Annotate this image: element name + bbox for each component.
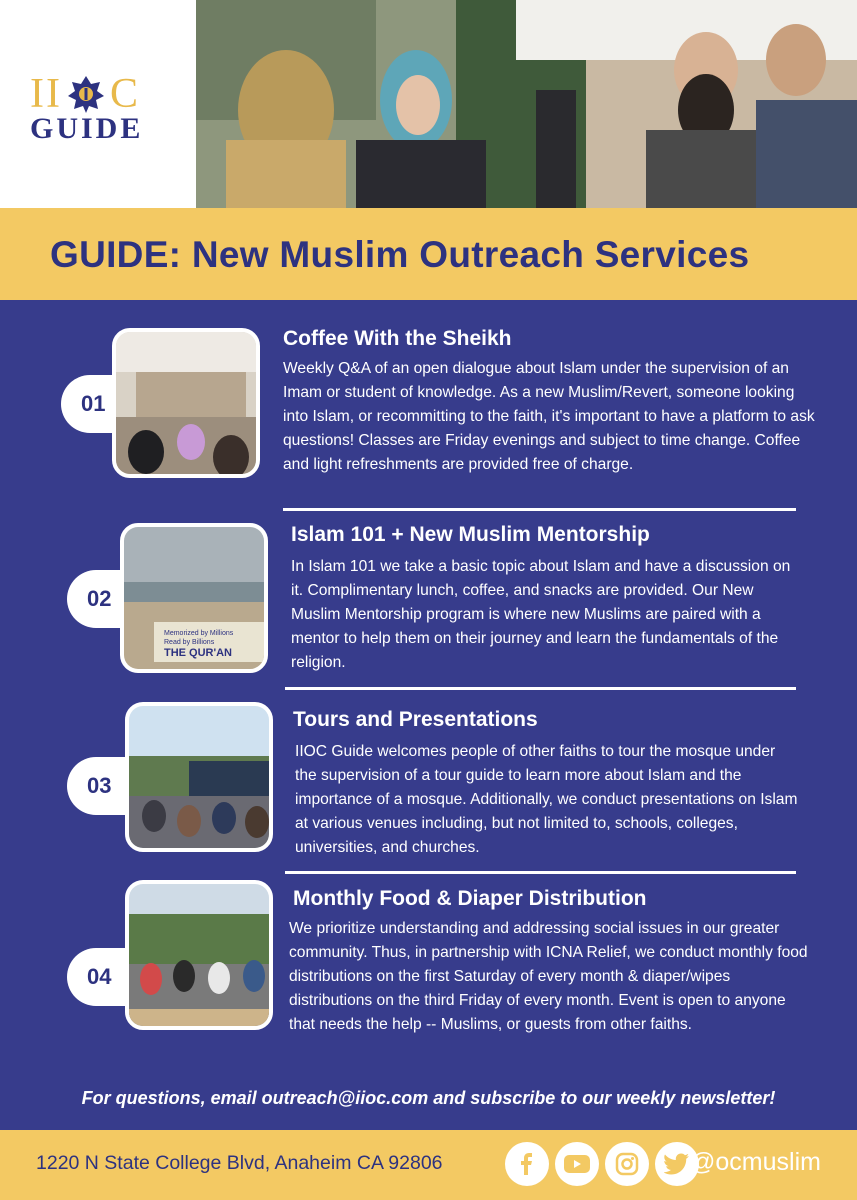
service-description: We prioritize understanding and addressing social issues in our greater community. Thus, in partnership with ICNA Relief, we conduct monthly food distributions on the first Saturday of every month & diaper/wipes distributions on the third Friday of every month. Event is open to anyone that needs the help -- Muslims, or guests from other faiths. [289, 920, 808, 1033]
service-photo-tour-group [125, 702, 273, 852]
facebook-icon[interactable] [505, 1142, 549, 1186]
service-number: 04 [87, 964, 112, 989]
divider [285, 687, 796, 690]
social-handle[interactable]: @ocmuslim [690, 1148, 821, 1176]
logo-wordmark: GUIDE [30, 112, 144, 145]
footer [0, 1130, 857, 1200]
service-title: Monthly Food & Diaper Distribution [293, 887, 647, 910]
header-photo-illustration [196, 0, 857, 208]
logo-letters-right: C [109, 71, 140, 117]
quran-banner-line3: THE QUR'AN [164, 647, 233, 659]
service-photo-volunteers [125, 880, 273, 1030]
service-number: 03 [87, 773, 112, 798]
service-description: IIOC Guide welcomes people of other faiths to tour the mosque under the supervision of a tour guide to learn more about Islam and the importance of a mosque. Additionally, we conduct presentations on Islam at various venues including, but not limited to, schools, colleges, universities, and churches. [295, 743, 798, 856]
divider [283, 508, 796, 511]
service-description: Weekly Q&A of an open dialogue about Islam under the supervision of an Imam or student of knowledge. As a new Muslim/Revert, someone looking into Islam, or recommitting to the faith, it's important to have a platform to ask questions! Classes are Friday evenings and subject to time change. Coffee and light refreshments are provided free of charge. [283, 360, 815, 473]
service-number: 02 [87, 586, 112, 611]
service-title: Islam 101 + New Muslim Mentorship [291, 523, 650, 546]
header-photo [196, 0, 857, 208]
social-links [505, 1142, 699, 1186]
page-title: GUIDE: New Muslim Outreach Services [50, 234, 750, 275]
service-photo-classroom [112, 328, 260, 478]
title-banner [0, 208, 857, 300]
header [0, 0, 857, 208]
youtube-icon[interactable] [555, 1142, 599, 1186]
divider [285, 871, 796, 874]
contact-line: For questions, email outreach@iioc.com and subscribe to our weekly newsletter! [81, 1088, 776, 1108]
logo-emblem-icon [66, 74, 106, 114]
quran-banner-line1: Memorized by Millions [164, 630, 234, 637]
service-number: 01 [81, 391, 106, 416]
address: 1220 N State College Blvd, Anaheim CA 92806 [36, 1152, 443, 1174]
instagram-icon[interactable] [605, 1142, 649, 1186]
service-title: Tours and Presentations [293, 708, 538, 731]
service-title: Coffee With the Sheikh [283, 327, 512, 350]
logo [0, 0, 196, 208]
logo-letters-left: II [30, 71, 62, 117]
logo-mark [30, 70, 140, 118]
quran-banner-line2: Read by Billions [164, 639, 215, 646]
service-photo-beach [120, 523, 268, 673]
service-description: In Islam 101 we take a basic topic about Islam and have a discussion on it. Complimentary lunch, coffee, and snacks are provided. Our New Muslim Mentorship program is where new Muslims are paired with a mentor to help them on their journey and learn the fundamentals of the religion. [291, 558, 791, 671]
